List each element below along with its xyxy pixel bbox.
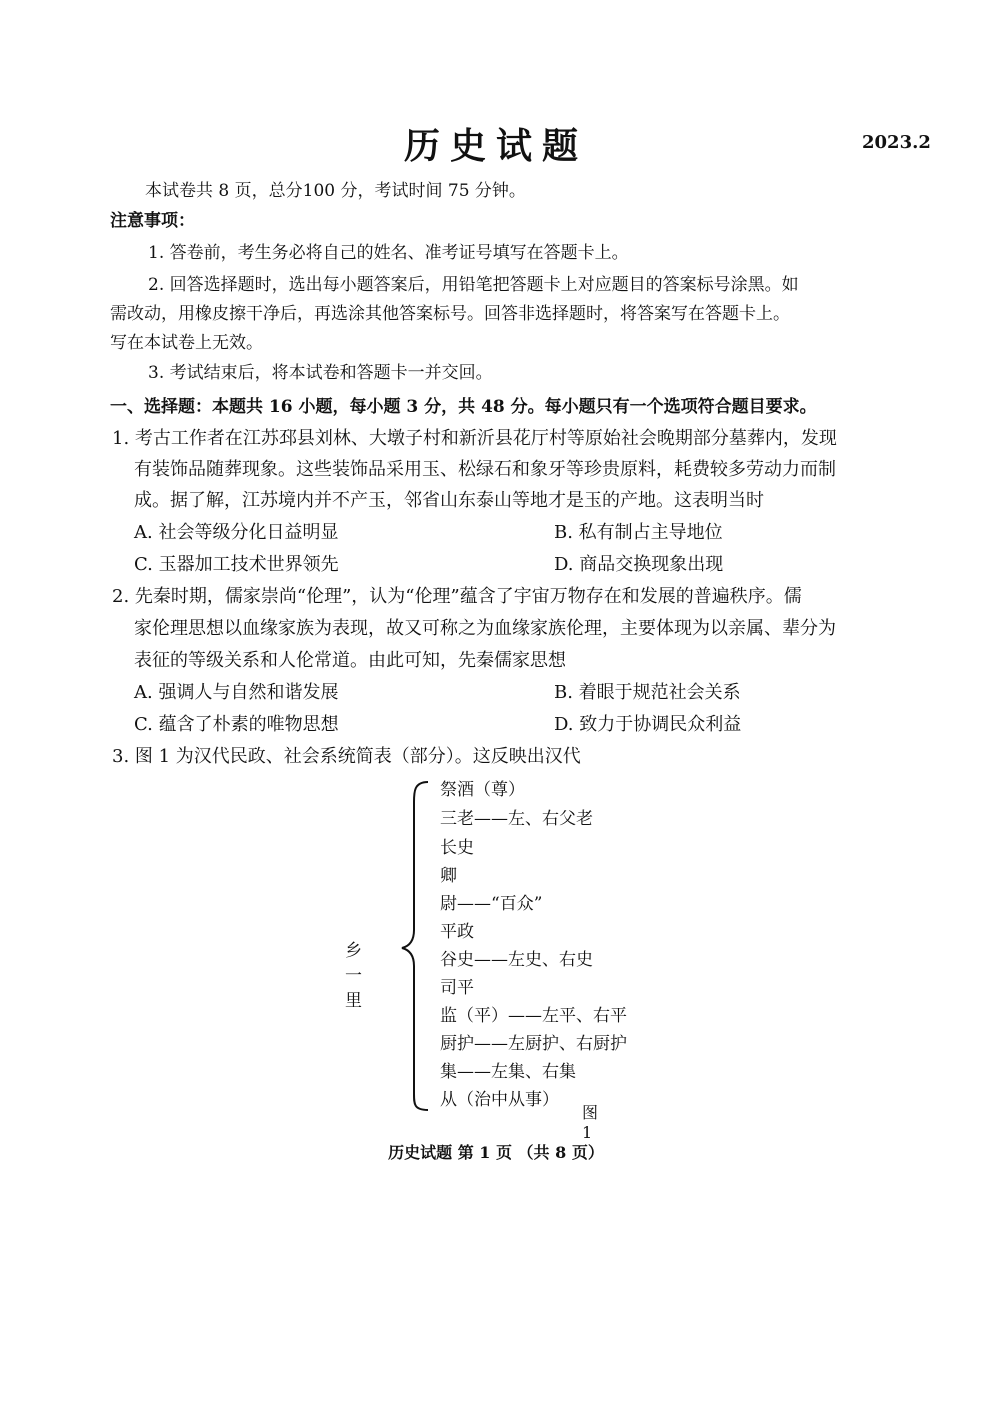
diagram-item: 卿 (440, 866, 457, 886)
notice-item-2-end: 写在本试卷上无效。 (110, 333, 263, 353)
diagram-root: 乡一里 (345, 941, 362, 1011)
section-heading: 一、选择题：本题共 16 小题，每小题 3 分，共 48 分。每小题只有一个选项符合题目要求。 (110, 397, 817, 417)
exam-date: 2023.2 (862, 132, 931, 153)
q2-line-3: 表征的等级关系和人伦常道。由此可知，先秦儒家思想 (134, 650, 566, 671)
diagram-item: 尉——“百众” (440, 894, 543, 914)
diagram-item: 集——左集、右集 (440, 1062, 576, 1082)
notice-heading: 注意事项： (110, 211, 195, 231)
q1-option-c: C. 玉器加工技术世界领先 (134, 554, 339, 575)
diagram-item: 长史 (440, 838, 474, 858)
q1-option-d: D. 商品交换现象出现 (554, 554, 724, 575)
q2-option-b: B. 着眼于规范社会关系 (554, 682, 741, 703)
q2-option-d: D. 致力于协调民众利益 (554, 714, 742, 735)
q1-option-a: A. 社会等级分化日益明显 (134, 522, 339, 543)
page-footer: 历史试题 第 1 页 （共 8 页） (388, 1143, 604, 1162)
notice-item-2: 2. 回答选择题时，选出每小题答案后，用铅笔把答题卡上对应题目的答案标号涂黑。如 (148, 275, 799, 295)
diagram-item: 厨护——左厨护、右厨护 (440, 1034, 627, 1054)
q3-stem: 3. 图 1 为汉代民政、社会系统简表（部分）。这反映出汉代 (112, 746, 581, 767)
q2-line-2: 家伦理思想以血缘家族为表现，故又可称之为血缘家族伦理，主要体现为以亲属、辈分为 (134, 618, 836, 639)
q2-option-c: C. 蕴含了朴素的唯物思想 (134, 714, 339, 735)
q1-line-3: 成。据了解，江苏境内并不产玉，邻省山东泰山等地才是玉的产地。这表明当时 (134, 490, 764, 511)
q1-option-b: B. 私有制占主导地位 (554, 522, 723, 543)
diagram-item: 监（平）——左平、右平 (440, 1006, 627, 1026)
diagram-item: 祭酒（尊） (440, 780, 525, 800)
figure-caption: 图 1 (582, 1103, 599, 1142)
notice-item-1: 1. 答卷前，考生务必将自己的姓名、准考证号填写在答题卡上。 (148, 243, 629, 263)
q2-line-1: 2. 先秦时期，儒家崇尚“伦理”，认为“伦理”蕴含了宇宙万物存在和发展的普遍秩序。儒 (112, 586, 802, 607)
page-title: 历史试题 (403, 125, 588, 167)
q2-option-a: A. 强调人与自然和谐发展 (134, 682, 339, 703)
diagram-item: 三老——左、右父老 (440, 809, 593, 829)
intro-text: 本试卷共 8 页，总分100 分，考试时间 75 分钟。 (145, 181, 526, 201)
q1-line-1: 1. 考古工作者在江苏邳县刘林、大墩子村和新沂县花厅村等原始社会晚期部分墓葬内，发现 (112, 428, 837, 449)
diagram-item: 谷史——左史、右史 (440, 950, 593, 970)
notice-item-3: 3. 考试结束后，将本试卷和答题卡一并交回。 (148, 363, 493, 383)
diagram-item: 平政 (440, 922, 474, 942)
diagram-item: 司平 (440, 978, 474, 998)
q1-line-2: 有装饰品随葬现象。这些装饰品采用玉、松绿石和象牙等珍贵原料，耗费较多劳动力而制 (134, 459, 836, 480)
notice-item-2-cont: 需改动，用橡皮擦干净后，再选涂其他答案标号。回答非选择题时，将答案写在答题卡上。 (110, 304, 790, 324)
diagram-item: 从（治中从事） (440, 1090, 559, 1110)
